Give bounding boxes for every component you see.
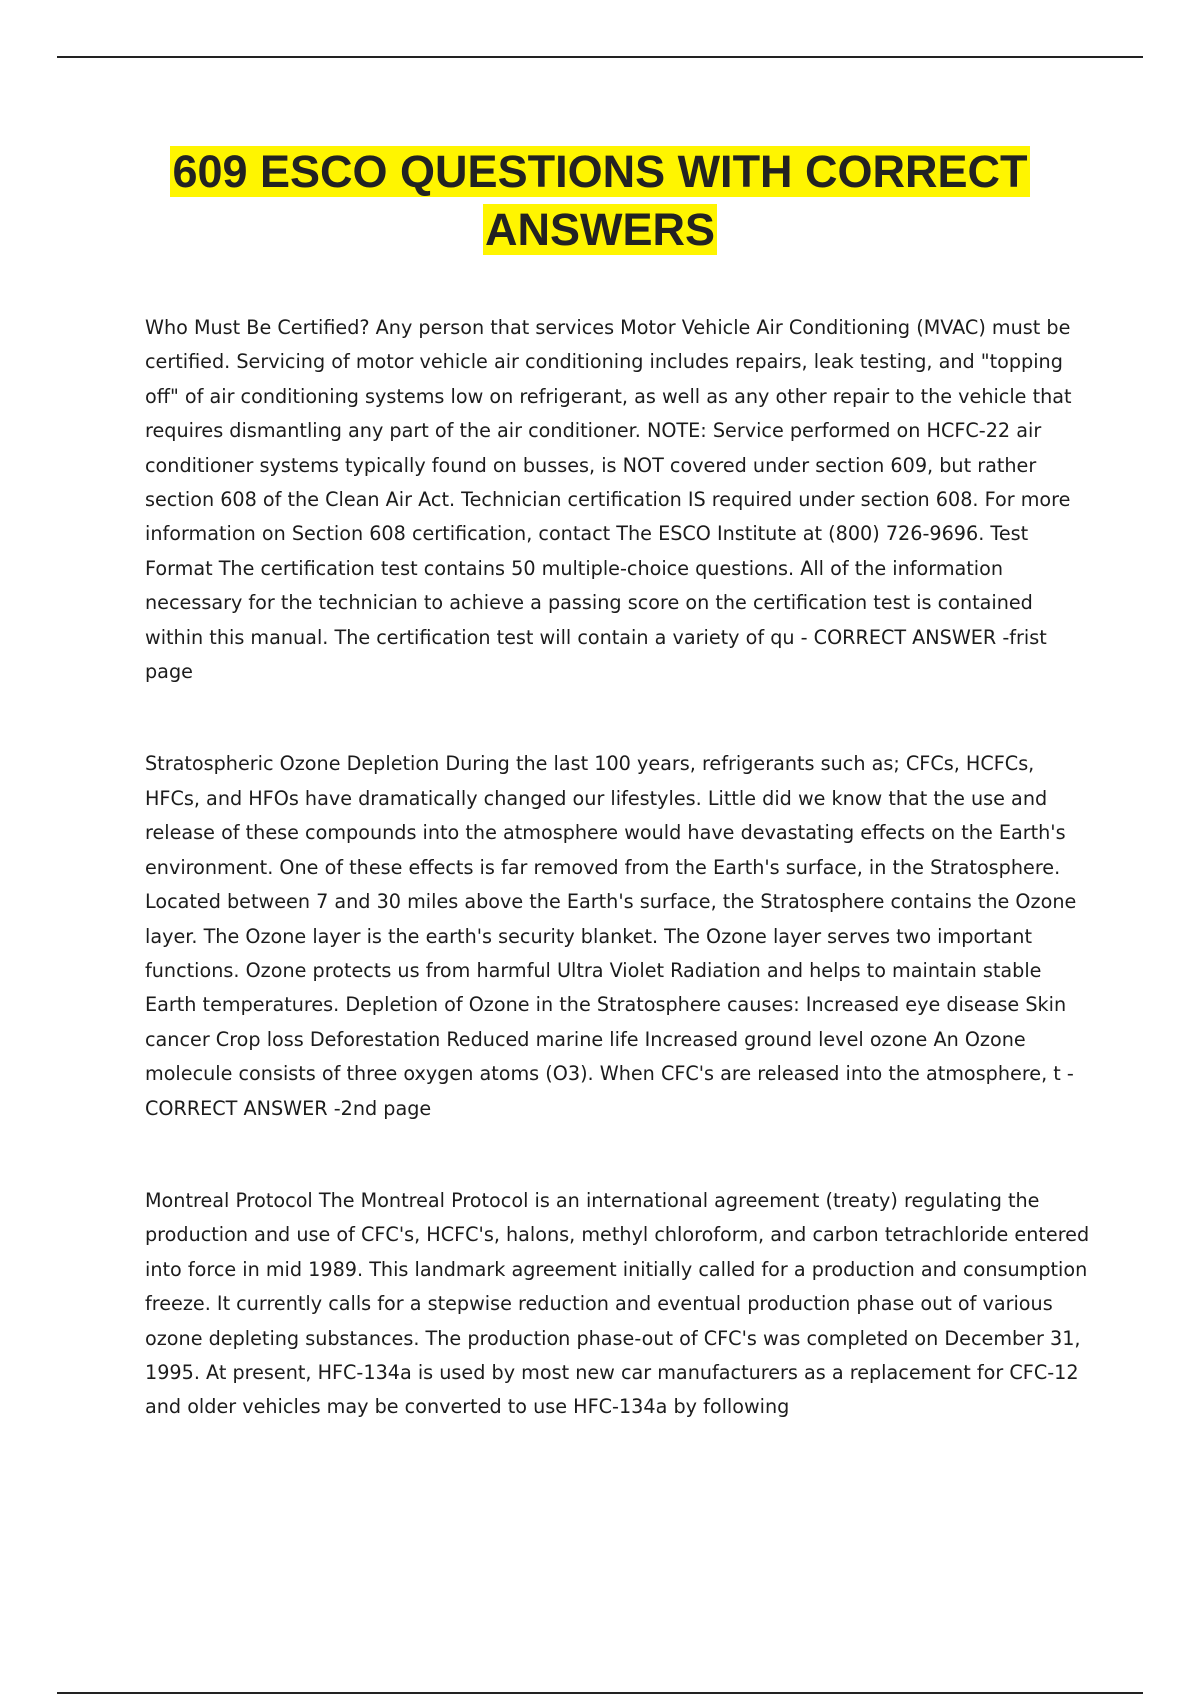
title-line-1: 609 ESCO QUESTIONS WITH CORRECT (172, 146, 1028, 197)
document-title (100, 143, 1100, 259)
title-line-2: ANSWERS (484, 204, 715, 255)
paragraph-stratospheric-ozone-depletion: Stratospheric Ozone Depletion During the last 100 years, refrigerants such as; CFCs, HCFCs, HFCs, and HFOs have dramatically changed our lifestyles. Little did we know that the use and release of these compounds into the atmosphere would have devastating effects on the Earth's environment. One of these effects is far removed from the Earth's surface, in the Stratosphere. Located between 7 and 30 miles above the Earth's surface, the Stratosphere contains the Ozone layer. The Ozone layer is the earth's security blanket. The Ozone layer serves two important functions. Ozone protects us from harmful Ultra Violet Radiation and helps to maintain stable Earth temperatures. Depletion of Ozone in the Stratosphere causes: Increased eye disease Skin cancer Crop loss Deforestation Reduced marine life Increased ground level ozone An Ozone molecule consists of three oxygen atoms (O3). When CFC's are released into the atmosphere, t - CORRECT ANSWER -2nd page (145, 752, 1077, 1120)
bottom-rule (57, 1692, 1143, 1694)
document-body (145, 311, 1090, 1425)
paragraph-who-must-be-certified: Who Must Be Certified? Any person that services Motor Vehicle Air Conditioning (MVAC) must be certified. Servicing of motor vehicle air conditioning includes repairs, leak testing, and "topping off" of air conditioning systems low on refrigerant, as well as any other repair to the vehicle that requires dismantling any part of the air conditioner. NOTE: Service performed on HCFC-22 air conditioner systems typically found on busses, is NOT covered under section 609, but rather section 608 of the Clean Air Act. Technician certification IS required under section 608. For more information on Section 608 certification, contact The ESCO Institute at (800) 726-9696. Test Format The certification test contains 50 multiple-choice questions. All of the information necessary for the technician to achieve a passing score on the certification test is contained within this manual. The certification test will contain a variety of qu - CORRECT ANSWER -frist page (145, 316, 1072, 684)
top-rule (57, 56, 1143, 58)
paragraph-montreal-protocol: Montreal Protocol The Montreal Protocol is an international agreement (treaty) regulating the production and use of CFC's, HCFC's, halons, methyl chloroform, and carbon tetrachloride entered into force in mid 1989. This landmark agreement initially called for a production and consumption freeze. It currently calls for a stepwise reduction and eventual production phase out of various ozone depleting substances. The production phase-out of CFC's was completed on December 31, 1995. At present, HFC-134a is used by most new car manufacturers as a replacement for CFC-12 and older vehicles may be converted to use HFC-134a by following (145, 1188, 1090, 1419)
